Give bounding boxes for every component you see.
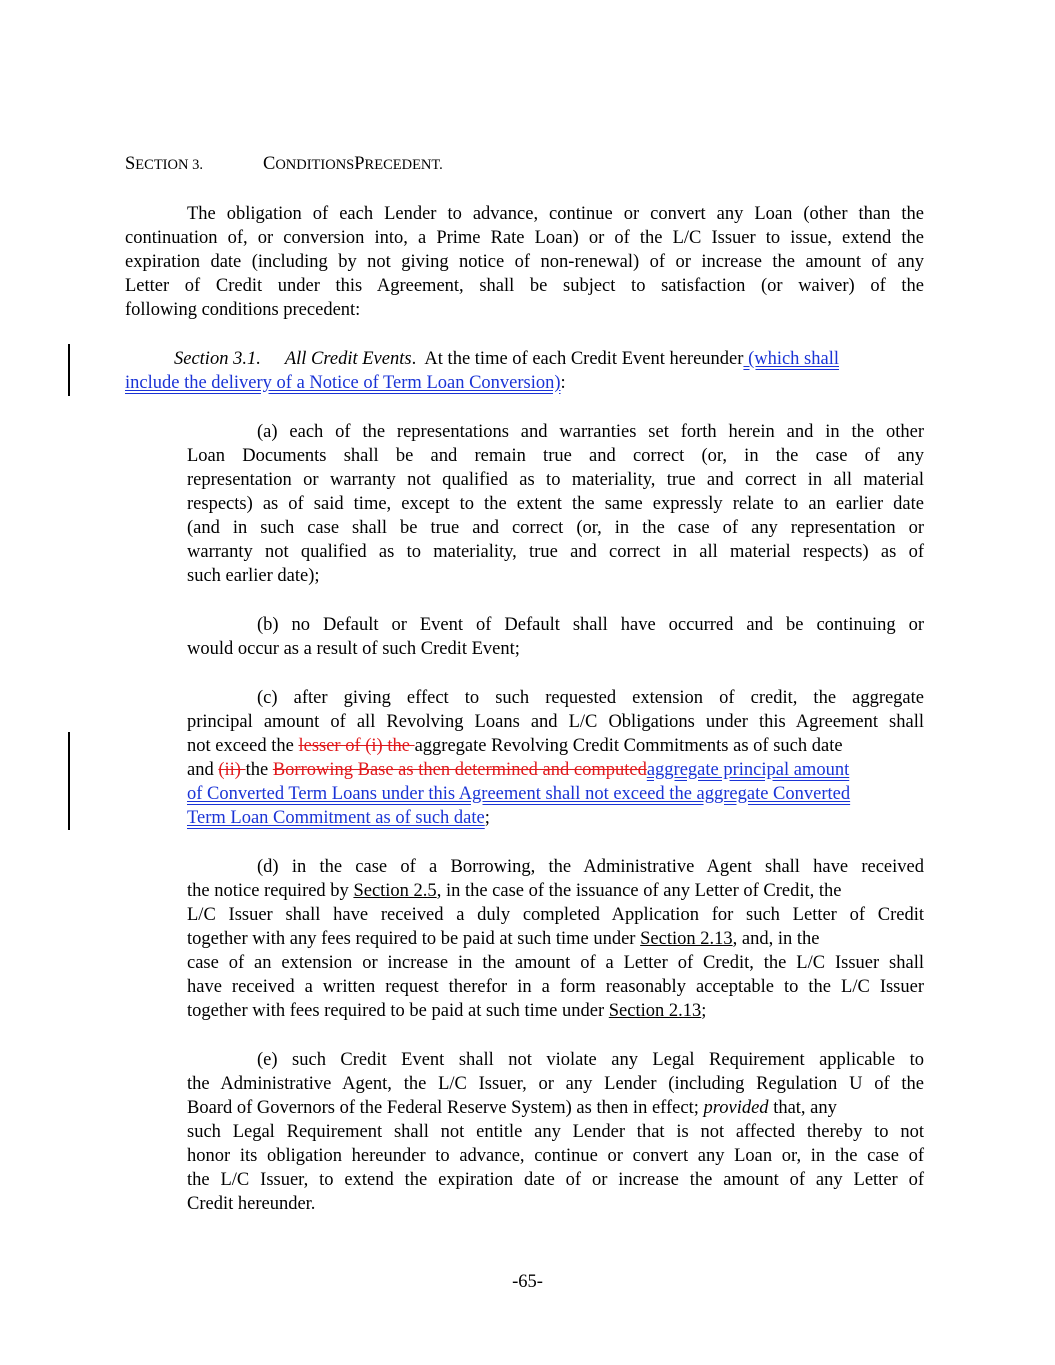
insertion-text: include the delivery of a Notice of Term Loan Conversion) [125, 373, 561, 393]
deletion-text: (ii) [218, 760, 246, 780]
clause-line: representation or warranty not qualified as to materiality, true and correct in all material [187, 470, 924, 490]
clause-line: Loan Documents shall be and remain true and correct (or, in the case of any [187, 446, 924, 466]
clause-line: warranty not qualified as to materiality, true and correct in all material respects) as of [187, 542, 924, 562]
insertion-text: Term Loan Commitment as of such date [187, 808, 485, 828]
clause-line: case of an extension or increase in the amount of a Letter of Credit, the L/C Issuer shall [187, 953, 924, 973]
clause-line: honor its obligation hereunder to advance, continue or convert any Loan or, in the case of [187, 1146, 924, 1166]
clause-line: such earlier date); [187, 566, 320, 586]
clause-line: together with any fees required to be paid at such time under Section 2.13, and, in the [187, 929, 820, 949]
insertion-text: (which shall [743, 349, 839, 369]
intro-line: expiration date (including by not giving notice of non-renewal) of or increase the amount of any [125, 252, 924, 272]
clause-line: not exceed the lesser of (i) the aggregate Revolving Credit Commitments as of such date [187, 736, 843, 756]
section-2-5-link[interactable]: Section 2.5 [353, 881, 437, 901]
clause-line: together with fees required to be paid at such time under Section 2.13; [187, 1001, 707, 1021]
intro-line: continuation of, or conversion into, a Prime Rate Loan) or of the L/C Issuer to issue, extend the [125, 228, 924, 248]
section-title: CONDITIONSPRECEDENT. [262, 154, 443, 174]
intro-line: Letter of Credit under this Agreement, shall be subject to satisfaction (or waiver) of the [125, 276, 924, 296]
page-number: -65- [512, 1272, 543, 1292]
section-3-1-label: Section 3.1. [174, 349, 261, 369]
clause-line: Board of Governors of the Federal Reserve System) as then in effect; provided that, any [187, 1098, 837, 1118]
clause-line: principal amount of all Revolving Loans and L/C Obligations under this Agreement shall [187, 712, 924, 732]
intro-line: The obligation of each Lender to advance, continue or convert any Loan (other than the [187, 204, 924, 224]
clause-line: (d) in the case of a Borrowing, the Administrative Agent shall have received [257, 857, 924, 877]
clause-line: the Administrative Agent, the L/C Issuer, or any Lender (including Regulation U of the [187, 1074, 924, 1094]
clause-line: (b) no Default or Event of Default shall have occurred and be continuing or [257, 615, 924, 635]
section-3-1-title: All Credit Events [284, 349, 412, 369]
clause-line: and (ii) the Borrowing Base as then determined and computedaggregate principal amount [187, 760, 850, 780]
change-bar [68, 344, 70, 396]
change-bar [68, 732, 70, 830]
section-2-13-link[interactable]: Section 2.13 [608, 1001, 702, 1021]
deletion-text: lesser of (i) the [298, 736, 415, 756]
section-3-1-line: Section 3.1. All Credit Events. At the time of each Credit Event hereunder (which shall [174, 349, 839, 369]
clause-line: such Legal Requirement shall not entitle any Lender that is not affected thereby to not [187, 1122, 924, 1142]
clause-line: (a) each of the representations and warranties set forth herein and in the other [257, 422, 924, 442]
clause-line: the L/C Issuer, to extend the expiration date of or increase the amount of any Letter of [187, 1170, 924, 1190]
insertion-text: of Converted Term Loans under this Agreement shall not exceed the aggregate Converted [187, 784, 851, 804]
section-2-13-link[interactable]: Section 2.13 [640, 929, 733, 949]
clause-line: (c) after giving effect to such requested extension of credit, the aggregate [257, 688, 924, 708]
clause-line: have received a written request therefor in a form reasonably acceptable to the L/C Issuer [187, 977, 924, 997]
section-heading [125, 152, 443, 177]
section-number: SECTION 3. [125, 154, 203, 174]
clause-line: respects) as of said time, except to the extent the same expressly relate to an earlier date [187, 494, 924, 514]
deletion-text: Borrowing Base as then determined and computed [272, 760, 647, 780]
clause-line: would occur as a result of such Credit Event; [187, 639, 520, 659]
clause-line: Credit hereunder. [187, 1194, 316, 1214]
clause-line: L/C Issuer shall have received a duly completed Application for such Letter of Credit [187, 905, 924, 925]
clause-line: the notice required by Section 2.5, in the case of the issuance of any Letter of Credit, the [187, 881, 842, 901]
intro-line: following conditions precedent: [125, 300, 361, 320]
insertion-text: aggregate principal amount [646, 760, 850, 780]
section-3-1-line: include the delivery of a Notice of Term Loan Conversion): [125, 373, 566, 393]
clause-line: (and in such case shall be true and correct (or, in the case of any representation or [187, 518, 924, 538]
clause-line: Term Loan Commitment as of such date; [187, 808, 490, 828]
clause-line: (e) such Credit Event shall not violate any Legal Requirement applicable to [257, 1050, 924, 1070]
clause-line [187, 782, 850, 806]
